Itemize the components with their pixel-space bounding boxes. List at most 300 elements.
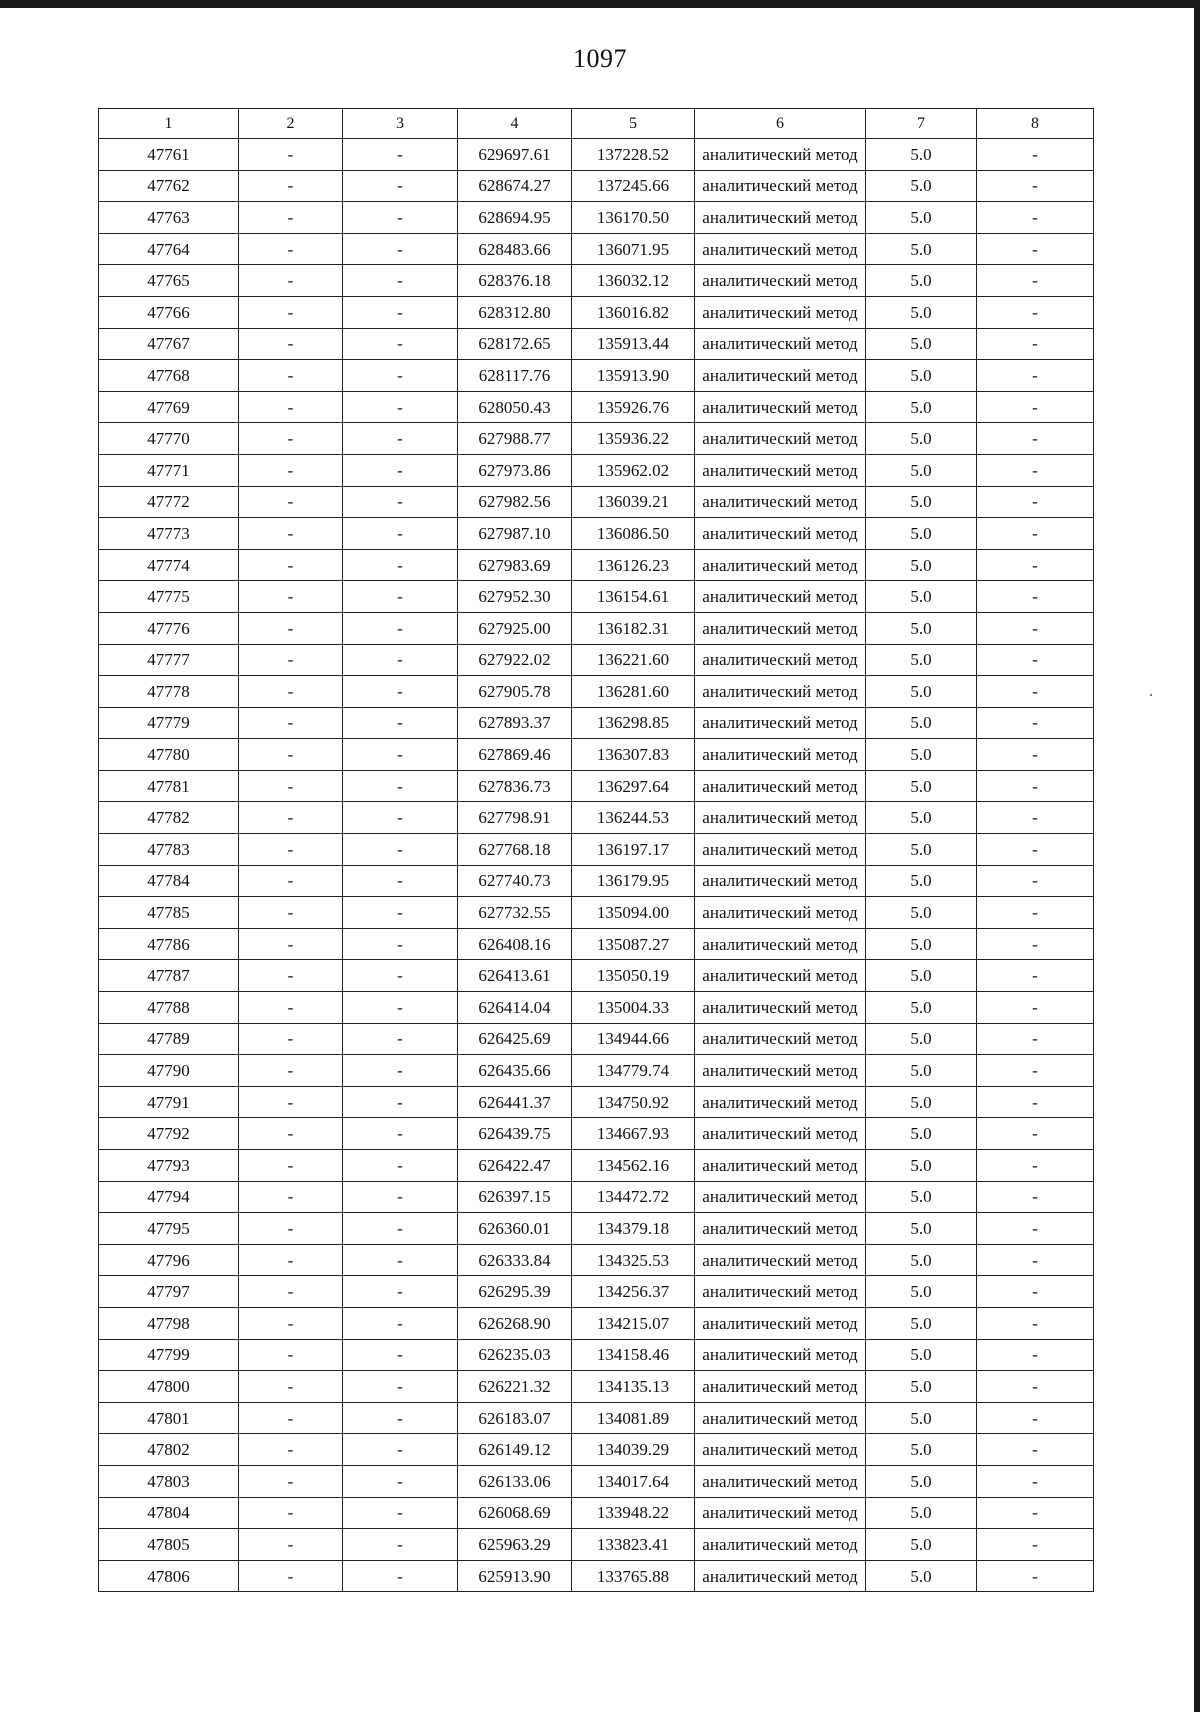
table-row — [99, 454, 1094, 486]
accuracy-cell: 5.0 — [866, 1529, 977, 1561]
table-row — [99, 1434, 1094, 1466]
coord-y-cell: 134158.46 — [572, 1339, 695, 1371]
col8-value-cell: - — [977, 865, 1094, 897]
table-row — [99, 1276, 1094, 1308]
coord-x-cell: 627987.10 — [458, 518, 572, 550]
coord-y-cell: 136281.60 — [572, 676, 695, 708]
coord-y-cell: 136086.50 — [572, 518, 695, 550]
col3-value-cell: - — [343, 139, 458, 171]
col8-value-cell: - — [977, 1560, 1094, 1592]
col8-value-cell: - — [977, 518, 1094, 550]
table-row — [99, 581, 1094, 613]
col2-value-cell: - — [239, 423, 343, 455]
coord-x-cell: 628172.65 — [458, 328, 572, 360]
coord-x-cell: 629697.61 — [458, 139, 572, 171]
coord-y-cell: 136307.83 — [572, 739, 695, 771]
col3-value-cell: - — [343, 1307, 458, 1339]
coord-x-cell: 628694.95 — [458, 202, 572, 234]
method-cell: аналитический метод — [695, 739, 866, 771]
method-cell: аналитический метод — [695, 897, 866, 929]
col8-value-cell: - — [977, 1086, 1094, 1118]
point-number-cell: 47795 — [99, 1213, 239, 1245]
col3-value-cell: - — [343, 1497, 458, 1529]
col3-value-cell: - — [343, 581, 458, 613]
coord-y-cell: 136298.85 — [572, 707, 695, 739]
table-row — [99, 707, 1094, 739]
method-cell: аналитический метод — [695, 1276, 866, 1308]
coord-y-cell: 137228.52 — [572, 139, 695, 171]
point-number-cell: 47777 — [99, 644, 239, 676]
col2-value-cell: - — [239, 612, 343, 644]
col8-value-cell: - — [977, 1276, 1094, 1308]
col3-value-cell: - — [343, 1339, 458, 1371]
col3-value-cell: - — [343, 1118, 458, 1150]
coord-y-cell: 135087.27 — [572, 928, 695, 960]
coord-y-cell: 135913.90 — [572, 360, 695, 392]
coord-y-cell: 135913.44 — [572, 328, 695, 360]
col2-value-cell: - — [239, 1529, 343, 1561]
method-cell: аналитический метод — [695, 486, 866, 518]
point-number-cell: 47780 — [99, 739, 239, 771]
col3-value-cell: - — [343, 423, 458, 455]
method-cell: аналитический метод — [695, 549, 866, 581]
col2-value-cell: - — [239, 202, 343, 234]
table-row — [99, 1307, 1094, 1339]
column-header-2: 2 — [239, 109, 343, 139]
coord-x-cell: 627952.30 — [458, 581, 572, 613]
accuracy-cell: 5.0 — [866, 1402, 977, 1434]
col8-value-cell: - — [977, 549, 1094, 581]
col8-value-cell: - — [977, 486, 1094, 518]
point-number-cell: 47765 — [99, 265, 239, 297]
col8-value-cell: - — [977, 1118, 1094, 1150]
col3-value-cell: - — [343, 1244, 458, 1276]
table-row — [99, 897, 1094, 929]
point-number-cell: 47794 — [99, 1181, 239, 1213]
table-row — [99, 928, 1094, 960]
accuracy-cell: 5.0 — [866, 770, 977, 802]
coord-x-cell: 627922.02 — [458, 644, 572, 676]
method-cell: аналитический метод — [695, 1150, 866, 1182]
accuracy-cell: 5.0 — [866, 1213, 977, 1245]
method-cell: аналитический метод — [695, 328, 866, 360]
column-header-3: 3 — [343, 109, 458, 139]
col3-value-cell: - — [343, 1402, 458, 1434]
accuracy-cell: 5.0 — [866, 802, 977, 834]
coord-x-cell: 627893.37 — [458, 707, 572, 739]
col3-value-cell: - — [343, 1181, 458, 1213]
col8-value-cell: - — [977, 1181, 1094, 1213]
col8-value-cell: - — [977, 328, 1094, 360]
header-row — [99, 109, 1094, 139]
col2-value-cell: - — [239, 739, 343, 771]
method-cell: аналитический метод — [695, 1118, 866, 1150]
col2-value-cell: - — [239, 1465, 343, 1497]
point-number-cell: 47787 — [99, 960, 239, 992]
table-row — [99, 1213, 1094, 1245]
coord-y-cell: 134667.93 — [572, 1118, 695, 1150]
col8-value-cell: - — [977, 170, 1094, 202]
col2-value-cell: - — [239, 391, 343, 423]
point-number-cell: 47803 — [99, 1465, 239, 1497]
table-row — [99, 770, 1094, 802]
table-row — [99, 1086, 1094, 1118]
accuracy-cell: 5.0 — [866, 1307, 977, 1339]
accuracy-cell: 5.0 — [866, 834, 977, 866]
coord-y-cell: 134017.64 — [572, 1465, 695, 1497]
method-cell: аналитический метод — [695, 865, 866, 897]
point-number-cell: 47771 — [99, 454, 239, 486]
coord-x-cell: 627982.56 — [458, 486, 572, 518]
table-row — [99, 1497, 1094, 1529]
col2-value-cell: - — [239, 1055, 343, 1087]
point-number-cell: 47781 — [99, 770, 239, 802]
col8-value-cell: - — [977, 139, 1094, 171]
col3-value-cell: - — [343, 676, 458, 708]
coord-x-cell: 627925.00 — [458, 612, 572, 644]
accuracy-cell: 5.0 — [866, 360, 977, 392]
col8-value-cell: - — [977, 296, 1094, 328]
method-cell: аналитический метод — [695, 360, 866, 392]
accuracy-cell: 5.0 — [866, 1055, 977, 1087]
point-number-cell: 47769 — [99, 391, 239, 423]
coord-x-cell: 627836.73 — [458, 770, 572, 802]
point-number-cell: 47767 — [99, 328, 239, 360]
coord-y-cell: 135004.33 — [572, 992, 695, 1024]
accuracy-cell: 5.0 — [866, 676, 977, 708]
col3-value-cell: - — [343, 1529, 458, 1561]
col3-value-cell: - — [343, 391, 458, 423]
coord-y-cell: 136197.17 — [572, 834, 695, 866]
coord-x-cell: 626183.07 — [458, 1402, 572, 1434]
coord-x-cell: 626360.01 — [458, 1213, 572, 1245]
col2-value-cell: - — [239, 1118, 343, 1150]
col3-value-cell: - — [343, 454, 458, 486]
accuracy-cell: 5.0 — [866, 1181, 977, 1213]
point-number-cell: 47792 — [99, 1118, 239, 1150]
col8-value-cell: - — [977, 581, 1094, 613]
coord-y-cell: 135050.19 — [572, 960, 695, 992]
coord-y-cell: 136244.53 — [572, 802, 695, 834]
method-cell: аналитический метод — [695, 802, 866, 834]
coord-x-cell: 626413.61 — [458, 960, 572, 992]
col3-value-cell: - — [343, 897, 458, 929]
point-number-cell: 47788 — [99, 992, 239, 1024]
point-number-cell: 47775 — [99, 581, 239, 613]
accuracy-cell: 5.0 — [866, 1339, 977, 1371]
scan-right-border — [1194, 0, 1200, 1712]
point-number-cell: 47773 — [99, 518, 239, 550]
coord-x-cell: 626408.16 — [458, 928, 572, 960]
col2-value-cell: - — [239, 1434, 343, 1466]
coord-y-cell: 135936.22 — [572, 423, 695, 455]
coord-x-cell: 627732.55 — [458, 897, 572, 929]
accuracy-cell: 5.0 — [866, 233, 977, 265]
accuracy-cell: 5.0 — [866, 486, 977, 518]
coord-y-cell: 136126.23 — [572, 549, 695, 581]
col3-value-cell: - — [343, 802, 458, 834]
accuracy-cell: 5.0 — [866, 328, 977, 360]
coord-y-cell: 136154.61 — [572, 581, 695, 613]
method-cell: аналитический метод — [695, 233, 866, 265]
col3-value-cell: - — [343, 1055, 458, 1087]
accuracy-cell: 5.0 — [866, 1118, 977, 1150]
point-number-cell: 47789 — [99, 1023, 239, 1055]
point-number-cell: 47790 — [99, 1055, 239, 1087]
coord-x-cell: 626435.66 — [458, 1055, 572, 1087]
scan-speck — [1150, 694, 1152, 696]
method-cell: аналитический метод — [695, 644, 866, 676]
coord-y-cell: 134779.74 — [572, 1055, 695, 1087]
point-number-cell: 47764 — [99, 233, 239, 265]
coord-y-cell: 136182.31 — [572, 612, 695, 644]
col8-value-cell: - — [977, 897, 1094, 929]
coord-x-cell: 626441.37 — [458, 1086, 572, 1118]
method-cell: аналитический метод — [695, 676, 866, 708]
method-cell: аналитический метод — [695, 1213, 866, 1245]
method-cell: аналитический метод — [695, 1244, 866, 1276]
coord-y-cell: 134562.16 — [572, 1150, 695, 1182]
col3-value-cell: - — [343, 360, 458, 392]
coord-y-cell: 136179.95 — [572, 865, 695, 897]
col3-value-cell: - — [343, 296, 458, 328]
table-row — [99, 992, 1094, 1024]
coord-x-cell: 626439.75 — [458, 1118, 572, 1150]
col2-value-cell: - — [239, 928, 343, 960]
coord-x-cell: 628674.27 — [458, 170, 572, 202]
accuracy-cell: 5.0 — [866, 1150, 977, 1182]
column-header-7: 7 — [866, 109, 977, 139]
coord-x-cell: 626149.12 — [458, 1434, 572, 1466]
method-cell: аналитический метод — [695, 1339, 866, 1371]
point-number-cell: 47786 — [99, 928, 239, 960]
point-number-cell: 47796 — [99, 1244, 239, 1276]
method-cell: аналитический метод — [695, 581, 866, 613]
col2-value-cell: - — [239, 834, 343, 866]
col3-value-cell: - — [343, 170, 458, 202]
method-cell: аналитический метод — [695, 1307, 866, 1339]
point-number-cell: 47798 — [99, 1307, 239, 1339]
table-row — [99, 328, 1094, 360]
table-row — [99, 1529, 1094, 1561]
col8-value-cell: - — [977, 676, 1094, 708]
col3-value-cell: - — [343, 770, 458, 802]
point-number-cell: 47801 — [99, 1402, 239, 1434]
coord-y-cell: 134379.18 — [572, 1213, 695, 1245]
coord-y-cell: 134081.89 — [572, 1402, 695, 1434]
col8-value-cell: - — [977, 1339, 1094, 1371]
point-number-cell: 47778 — [99, 676, 239, 708]
col2-value-cell: - — [239, 1497, 343, 1529]
coord-y-cell: 136032.12 — [572, 265, 695, 297]
col8-value-cell: - — [977, 928, 1094, 960]
col3-value-cell: - — [343, 1560, 458, 1592]
col3-value-cell: - — [343, 992, 458, 1024]
coord-x-cell: 627905.78 — [458, 676, 572, 708]
method-cell: аналитический метод — [695, 391, 866, 423]
coord-x-cell: 626268.90 — [458, 1307, 572, 1339]
coord-x-cell: 626068.69 — [458, 1497, 572, 1529]
accuracy-cell: 5.0 — [866, 1023, 977, 1055]
accuracy-cell: 5.0 — [866, 1086, 977, 1118]
table-row — [99, 423, 1094, 455]
col8-value-cell: - — [977, 612, 1094, 644]
accuracy-cell: 5.0 — [866, 423, 977, 455]
table-row — [99, 202, 1094, 234]
accuracy-cell: 5.0 — [866, 707, 977, 739]
accuracy-cell: 5.0 — [866, 739, 977, 771]
accuracy-cell: 5.0 — [866, 454, 977, 486]
coord-x-cell: 628376.18 — [458, 265, 572, 297]
col2-value-cell: - — [239, 296, 343, 328]
table-row — [99, 265, 1094, 297]
accuracy-cell: 5.0 — [866, 1465, 977, 1497]
col2-value-cell: - — [239, 802, 343, 834]
coord-x-cell: 627983.69 — [458, 549, 572, 581]
col8-value-cell: - — [977, 992, 1094, 1024]
col8-value-cell: - — [977, 1529, 1094, 1561]
coord-x-cell: 627798.91 — [458, 802, 572, 834]
coord-y-cell: 134944.66 — [572, 1023, 695, 1055]
col3-value-cell: - — [343, 612, 458, 644]
method-cell: аналитический метод — [695, 265, 866, 297]
col2-value-cell: - — [239, 644, 343, 676]
col8-value-cell: - — [977, 1150, 1094, 1182]
column-header-1: 1 — [99, 109, 239, 139]
accuracy-cell: 5.0 — [866, 518, 977, 550]
accuracy-cell: 5.0 — [866, 549, 977, 581]
table-row — [99, 676, 1094, 708]
col2-value-cell: - — [239, 676, 343, 708]
method-cell: аналитический метод — [695, 1023, 866, 1055]
method-cell: аналитический метод — [695, 707, 866, 739]
coord-x-cell: 627740.73 — [458, 865, 572, 897]
point-number-cell: 47784 — [99, 865, 239, 897]
method-cell: аналитический метод — [695, 992, 866, 1024]
table-row — [99, 1371, 1094, 1403]
col8-value-cell: - — [977, 1371, 1094, 1403]
point-number-cell: 47799 — [99, 1339, 239, 1371]
col3-value-cell: - — [343, 739, 458, 771]
table-row — [99, 865, 1094, 897]
col2-value-cell: - — [239, 1371, 343, 1403]
table-row — [99, 1244, 1094, 1276]
point-number-cell: 47785 — [99, 897, 239, 929]
method-cell: аналитический метод — [695, 1529, 866, 1561]
col2-value-cell: - — [239, 1402, 343, 1434]
table-row — [99, 1402, 1094, 1434]
col2-value-cell: - — [239, 1339, 343, 1371]
point-number-cell: 47806 — [99, 1560, 239, 1592]
col3-value-cell: - — [343, 834, 458, 866]
accuracy-cell: 5.0 — [866, 170, 977, 202]
scan-top-border — [0, 0, 1200, 8]
col3-value-cell: - — [343, 644, 458, 676]
coord-x-cell: 625913.90 — [458, 1560, 572, 1592]
table-row — [99, 644, 1094, 676]
table-row — [99, 296, 1094, 328]
col8-value-cell: - — [977, 1307, 1094, 1339]
point-number-cell: 47776 — [99, 612, 239, 644]
column-header-8: 8 — [977, 109, 1094, 139]
table-row — [99, 170, 1094, 202]
table-row — [99, 139, 1094, 171]
table-row — [99, 1023, 1094, 1055]
col3-value-cell: - — [343, 707, 458, 739]
col2-value-cell: - — [239, 1307, 343, 1339]
col2-value-cell: - — [239, 865, 343, 897]
coord-x-cell: 626397.15 — [458, 1181, 572, 1213]
coord-y-cell: 136039.21 — [572, 486, 695, 518]
coord-y-cell: 135926.76 — [572, 391, 695, 423]
coord-y-cell: 134135.13 — [572, 1371, 695, 1403]
col8-value-cell: - — [977, 739, 1094, 771]
col8-value-cell: - — [977, 1244, 1094, 1276]
col2-value-cell: - — [239, 360, 343, 392]
col3-value-cell: - — [343, 1150, 458, 1182]
accuracy-cell: 5.0 — [866, 1371, 977, 1403]
col3-value-cell: - — [343, 1434, 458, 1466]
method-cell: аналитический метод — [695, 170, 866, 202]
col2-value-cell: - — [239, 549, 343, 581]
table-row — [99, 739, 1094, 771]
col3-value-cell: - — [343, 1213, 458, 1245]
table-row — [99, 834, 1094, 866]
method-cell: аналитический метод — [695, 518, 866, 550]
table-row — [99, 1150, 1094, 1182]
col3-value-cell: - — [343, 518, 458, 550]
col3-value-cell: - — [343, 202, 458, 234]
table-row — [99, 233, 1094, 265]
coordinates-table — [98, 108, 1094, 1592]
coord-x-cell: 626295.39 — [458, 1276, 572, 1308]
col8-value-cell: - — [977, 644, 1094, 676]
table-row — [99, 549, 1094, 581]
col8-value-cell: - — [977, 1497, 1094, 1529]
col3-value-cell: - — [343, 960, 458, 992]
point-number-cell: 47802 — [99, 1434, 239, 1466]
coord-x-cell: 627768.18 — [458, 834, 572, 866]
coord-y-cell: 134039.29 — [572, 1434, 695, 1466]
point-number-cell: 47804 — [99, 1497, 239, 1529]
col3-value-cell: - — [343, 1465, 458, 1497]
coord-y-cell: 136221.60 — [572, 644, 695, 676]
col8-value-cell: - — [977, 1402, 1094, 1434]
col2-value-cell: - — [239, 992, 343, 1024]
col3-value-cell: - — [343, 265, 458, 297]
coord-y-cell: 133765.88 — [572, 1560, 695, 1592]
col2-value-cell: - — [239, 1181, 343, 1213]
coord-y-cell: 134750.92 — [572, 1086, 695, 1118]
col8-value-cell: - — [977, 802, 1094, 834]
accuracy-cell: 5.0 — [866, 581, 977, 613]
point-number-cell: 47779 — [99, 707, 239, 739]
coord-x-cell: 627973.86 — [458, 454, 572, 486]
method-cell: аналитический метод — [695, 1086, 866, 1118]
table-row — [99, 391, 1094, 423]
col8-value-cell: - — [977, 1055, 1094, 1087]
accuracy-cell: 5.0 — [866, 202, 977, 234]
accuracy-cell: 5.0 — [866, 296, 977, 328]
point-number-cell: 47761 — [99, 139, 239, 171]
table-row — [99, 518, 1094, 550]
col3-value-cell: - — [343, 233, 458, 265]
column-header-6: 6 — [695, 109, 866, 139]
col2-value-cell: - — [239, 486, 343, 518]
col8-value-cell: - — [977, 454, 1094, 486]
col8-value-cell: - — [977, 233, 1094, 265]
col8-value-cell: - — [977, 1434, 1094, 1466]
